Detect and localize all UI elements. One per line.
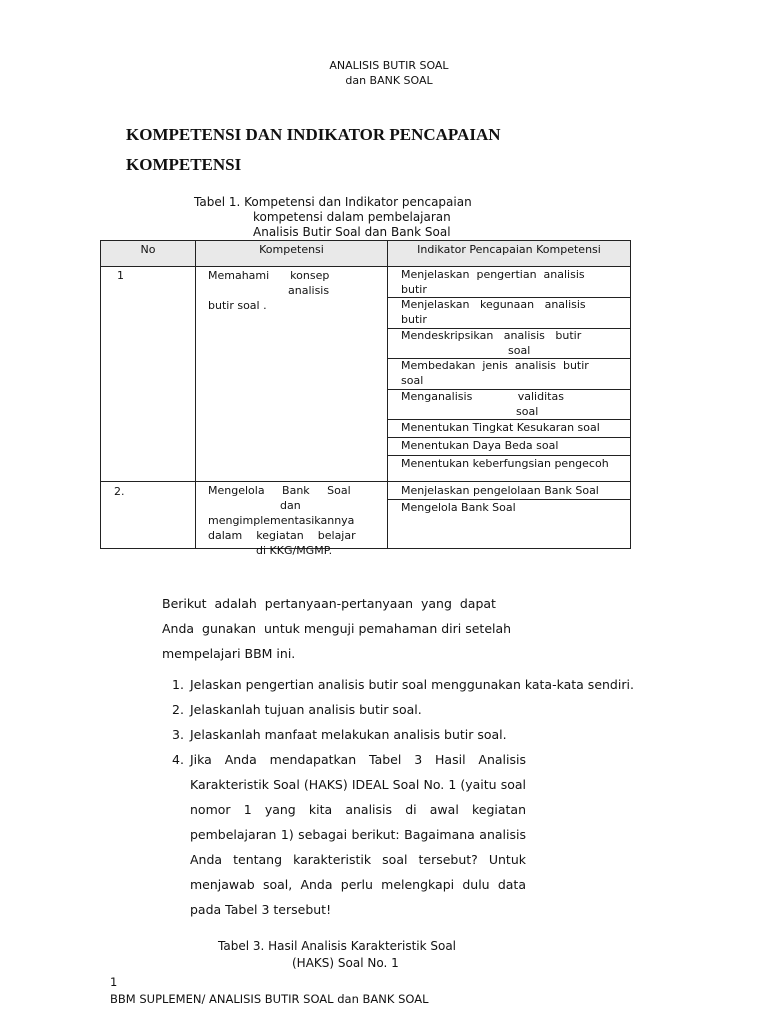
question-text: Jelaskanlah manfaat melakukan analisis butir soal.: [190, 727, 507, 742]
row1-indicator-8: Menentukan keberfungsian pengecoh: [401, 457, 609, 470]
indicator-line: soal: [508, 344, 531, 357]
header-line-1: ANALISIS BUTIR SOAL: [329, 59, 449, 72]
row2-komp-line-1: Mengelola Bank Soal: [208, 484, 351, 497]
row2-indicator-1: Menjelaskan pengelolaan Bank Soal: [401, 484, 599, 497]
table1-caption-line-1: Tabel 1. Kompetensi dan Indikator pencapaian: [194, 195, 472, 209]
intro-line-1: Berikut adalah pertanyaan-pertanyaan yang dapat: [162, 596, 496, 611]
row1-indicator-4: [401, 358, 627, 388]
section-title-line-2: KOMPETENSI: [126, 155, 242, 174]
table1-caption-line-3: Analisis Butir Soal dan Bank Soal: [253, 225, 451, 239]
question-number: 3.: [172, 727, 184, 742]
table-header-kompetensi: Kompetensi: [196, 241, 387, 266]
intro-line-3: mempelajari BBM ini.: [162, 646, 296, 661]
table3-caption-line-2: (HAKS) Soal No. 1: [292, 956, 399, 970]
row1-komp-line-3: butir soal .: [208, 299, 267, 312]
table1-caption-line-2: kompetensi dalam pembelajaran: [253, 210, 451, 224]
row1-komp-line-2: analisis: [288, 284, 330, 297]
running-footer: BBM SUPLEMEN/ ANALISIS BUTIR SOAL dan BANK SOAL: [110, 992, 429, 1006]
table-divider: [387, 241, 388, 548]
running-header: [0, 58, 778, 88]
row1-indicator-5: [401, 389, 627, 419]
indicator-line: Mendeskripsikan analisis butir: [401, 329, 582, 342]
row1-kompetensi: [208, 268, 383, 313]
competency-table: [100, 240, 631, 557]
header-line-2: dan BANK SOAL: [345, 74, 433, 87]
page-number: 1: [110, 975, 118, 989]
row1-indicator-3: [401, 328, 627, 358]
row2-kompetensi: [208, 483, 383, 557]
question-number: 1.: [172, 677, 184, 692]
question-number: 2.: [172, 702, 184, 717]
row1-no: 1: [117, 269, 124, 282]
indicator-line: butir: [401, 313, 427, 326]
question-text: Jelaskanlah tujuan analisis butir soal.: [190, 702, 422, 717]
question-item: [172, 747, 526, 922]
indicator-line: Menjelaskan pengertian analisis: [401, 268, 585, 281]
indicator-line: Menganalisis validitas: [401, 390, 564, 403]
row2-komp-line-3: mengimplementasikannya: [208, 514, 355, 527]
row2-indicator-2: Mengelola Bank Soal: [401, 501, 516, 514]
intro-paragraph: [162, 591, 542, 666]
row1-indicator-6: Menentukan Tingkat Kesukaran soal: [401, 421, 600, 434]
table-divider: [101, 481, 630, 482]
row2-komp-line-4: dalam kegiatan belajar: [208, 529, 356, 542]
question-text: Jika Anda mendapatkan Tabel 3 Hasil Analisis Karakteristik Soal (HAKS) IDEAL Soal No. 1 (yaitu soal nomor 1 yang kita analisis di awal kegiatan pembelajaran 1) sebagai berikut: Bagaimana analisis Anda tentang karakteristik soal tersebut? Untuk menjawab soal, Anda perlu melengkapi dulu data pada Tabel 3 tersebut!: [190, 752, 526, 917]
indicator-line: soal: [516, 405, 539, 418]
indicator-line: Membedakan jenis analisis butir: [401, 359, 589, 372]
intro-line-2: Anda gunakan untuk menguji pemahaman diri setelah: [162, 621, 512, 636]
row1-indicator-2: [401, 297, 627, 327]
row1-indicator-7: Menentukan Daya Beda soal: [401, 439, 559, 452]
row1-indicator-1: [401, 267, 627, 297]
row2-no: 2.: [114, 485, 125, 498]
table-divider: [195, 241, 196, 548]
question-item: [172, 672, 634, 697]
question-number: 4.: [172, 752, 184, 767]
question-list: [172, 672, 634, 922]
table3-caption-line-1: Tabel 3. Hasil Analisis Karakteristik Soal: [218, 939, 457, 953]
table-header-no: No: [101, 241, 195, 266]
indicator-line: butir: [401, 283, 427, 296]
question-item: [172, 722, 532, 747]
section-title-line-1: KOMPETENSI DAN INDIKATOR PENCAPAIAN: [126, 125, 501, 144]
table-header-indikator: Indikator Pencapaian Kompetensi: [388, 241, 630, 266]
row1-komp-line-1: Memahami konsep: [208, 269, 330, 282]
indicator-line: soal: [401, 374, 424, 387]
row2-komp-line-5: di KKG/MGMP.: [256, 544, 333, 557]
indicator-line: Menjelaskan kegunaan analisis: [401, 298, 586, 311]
row2-komp-line-2: dan: [280, 499, 301, 512]
question-text: Jelaskan pengertian analisis butir soal menggunakan kata-kata sendiri.: [190, 677, 634, 692]
question-item: [172, 697, 532, 722]
